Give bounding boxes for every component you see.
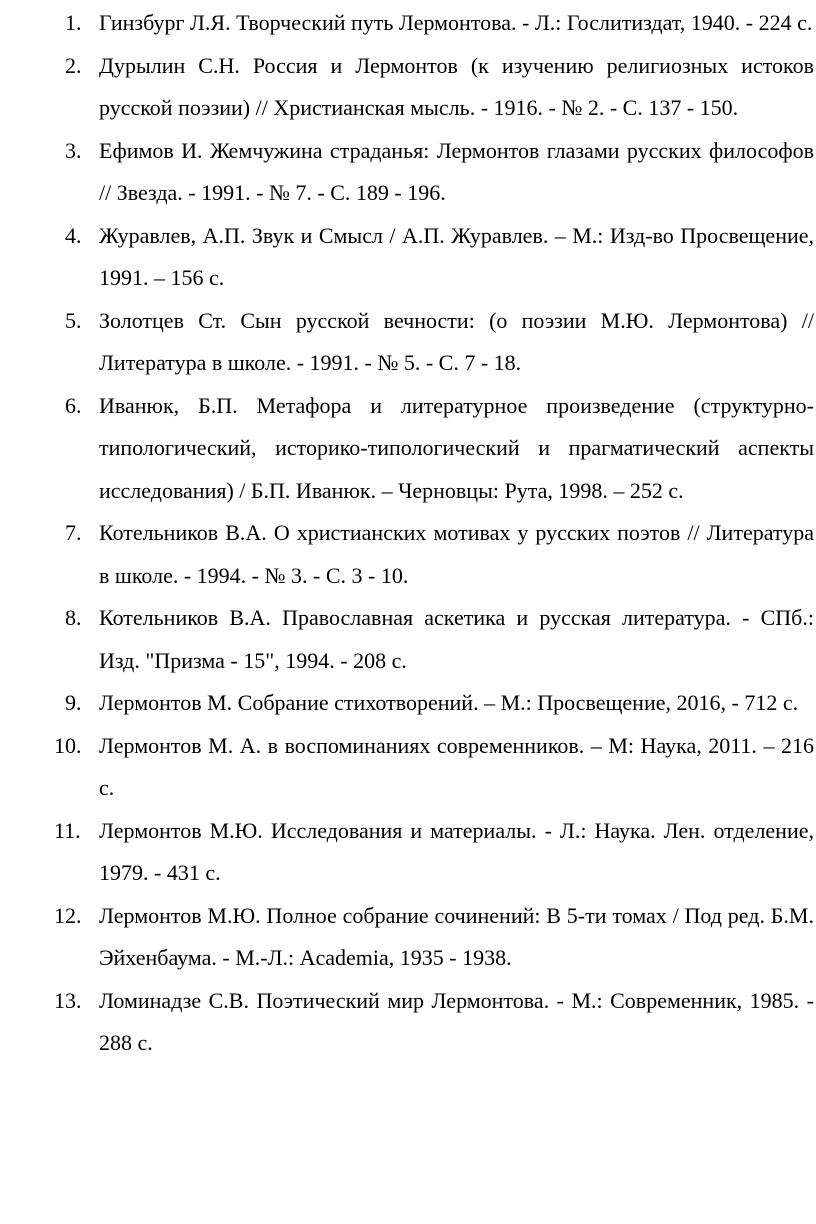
list-item (54, 980, 814, 1065)
item-number: 2. (65, 52, 82, 78)
item-text: Лермонтов М. Собрание стихотворений. – М.: Просвещение, 2016, - 712 с. (99, 690, 799, 715)
item-text: Котельников В.А. Православная аскетика и русская литература. - СПб.: Изд. "Призма - 15", 1994. - 208 с. (99, 605, 814, 673)
item-text: Журавлев, А.П. Звук и Смысл / А.П. Журавлев. – М.: Изд-во Просвещение, 1991. – 156 с. (99, 222, 814, 290)
item-number: 3. (65, 137, 82, 163)
item-number: 8. (65, 605, 82, 630)
list-item (54, 895, 814, 980)
list-item (66, 2, 814, 45)
item-number: 13. (54, 987, 82, 1013)
list-item (54, 810, 814, 895)
list-item (66, 512, 814, 597)
item-text: Гинзбург Л.Я. Творческий путь Лермонтова. - Л.: Гослитиздат, 1940. - 224 с. (99, 10, 813, 35)
item-text: Ефимов И. Жемчужина страданья: Лермонтов глазами русских философов // Звезда. - 1991. - № 7. - С. 189 - 196. (99, 137, 814, 205)
item-number: 4. (65, 222, 82, 248)
item-number: 10. (54, 732, 82, 758)
item-number: 7. (65, 520, 82, 545)
list-item (54, 725, 814, 810)
item-text: Дурылин С.Н. Россия и Лермонтов (к изучению религиозных истоков русской поэзии) // Христианская мысль. - 1916. - № 2. - С. 137 - 150. (99, 52, 814, 120)
item-number: 5. (65, 307, 82, 333)
reference-list (54, 2, 814, 1065)
item-number: 1. (65, 10, 82, 35)
list-item (66, 300, 814, 385)
list-item (66, 45, 814, 130)
item-text: Иванюк, Б.П. Метафора и литературное произведение (структурно-типологический, историко-типологический и прагматический аспекты исследования) / Б.П. Иванюк. – Черновцы: Рута, 1998. – 252 с. (99, 392, 814, 503)
item-text: Лермонтов М.Ю. Исследования и материалы. - Л.: Наука. Лен. отделение, 1979. - 431 с. (99, 817, 814, 885)
list-item (66, 130, 814, 215)
item-text: Золотцев Ст. Сын русской вечности: (о поэзии М.Ю. Лермонтова) // Литература в школе. - 1991. - № 5. - С. 7 - 18. (99, 307, 814, 375)
item-text: Котельников В.А. О христианских мотивах у русских поэтов // Литература в школе. - 1994. - № 3. - С. 3 - 10. (99, 520, 814, 588)
list-item (66, 385, 814, 513)
item-text: Ломинадзе С.В. Поэтический мир Лермонтова. - М.: Современник, 1985. - 288 с. (99, 987, 814, 1055)
item-number: 6. (65, 392, 82, 418)
item-number: 11. (54, 817, 81, 843)
list-item (66, 597, 814, 682)
item-text: Лермонтов М. А. в воспоминаниях современников. – М: Наука, 2011. – 216 с. (99, 732, 814, 800)
list-item (66, 215, 814, 300)
item-number: 12. (54, 902, 82, 928)
list-item (66, 682, 814, 725)
item-text: Лермонтов М.Ю. Полное собрание сочинений: В 5-ти томах / Под ред. Б.М. Эйхенбаума. - М.-Л.: Academia, 1935 - 1938. (99, 902, 814, 970)
item-number: 9. (65, 690, 82, 715)
